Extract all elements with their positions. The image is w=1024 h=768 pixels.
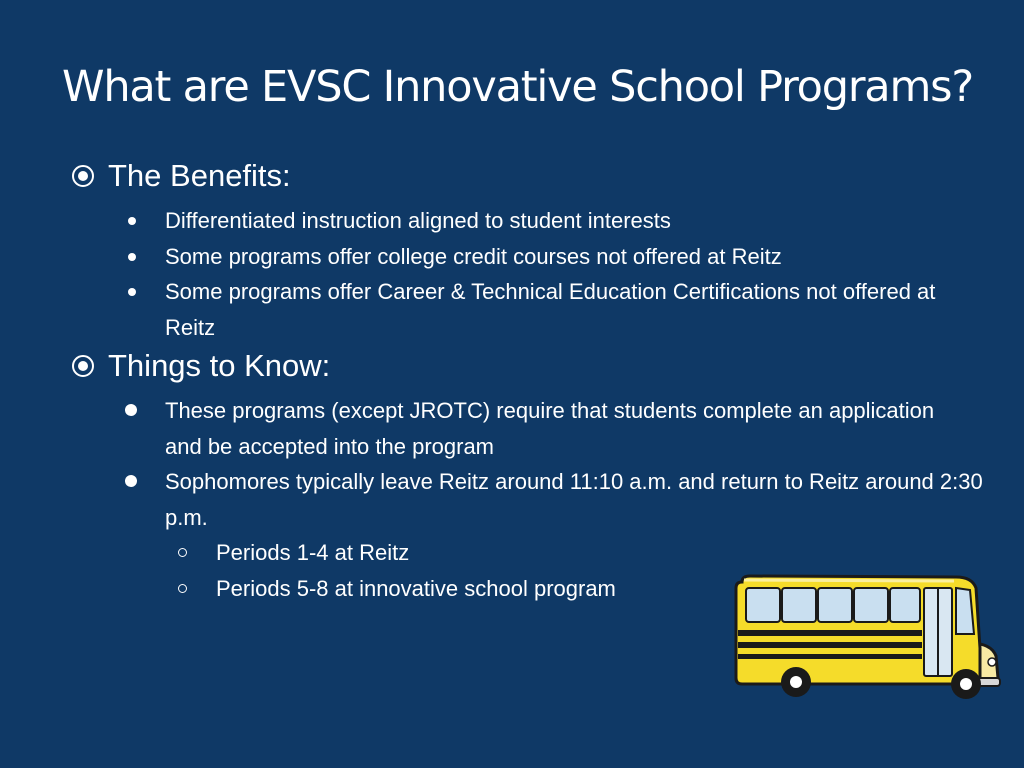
sub-list-item: Periods 5-8 at innovative school program [165,571,1004,607]
sub-list-item: Periods 1-4 at Reitz [165,535,1004,571]
list-item: Sophomores typically leave Reitz around 11:10 a.m. and return to Reitz around 2:30 p.m. Periods 1-4 at Reitz Periods 5-8 at innovative school program [124,464,1004,606]
bullet-icon [128,253,136,261]
list-item: These programs (except JROTC) require that students complete an application and be accepted into the program [124,393,1004,464]
list-item: Differentiated instruction aligned to student interests [124,203,1004,239]
bullet-icon [128,217,136,225]
bullet-icon [125,475,137,487]
benefits-list [124,203,1004,345]
section-heading-benefits [72,158,291,194]
hollow-bullet-icon [178,548,187,557]
section-heading-text: The Benefits: [108,158,291,193]
list-item: Some programs offer Career & Technical Education Certifications not offered at Reitz [124,274,1004,345]
radio-bullet-icon [72,355,94,377]
radio-bullet-icon [72,165,94,187]
bullet-icon [128,288,136,296]
bullet-icon [125,404,137,416]
section-heading-things-to-know [72,348,330,384]
slide-title: What are EVSC Innovative School Programs? [62,62,973,112]
hollow-bullet-icon [178,584,187,593]
school-bus-illustration [728,574,1004,704]
section-heading-text: Things to Know: [108,348,331,383]
list-item: Some programs offer college credit courses not offered at Reitz [124,239,1004,275]
